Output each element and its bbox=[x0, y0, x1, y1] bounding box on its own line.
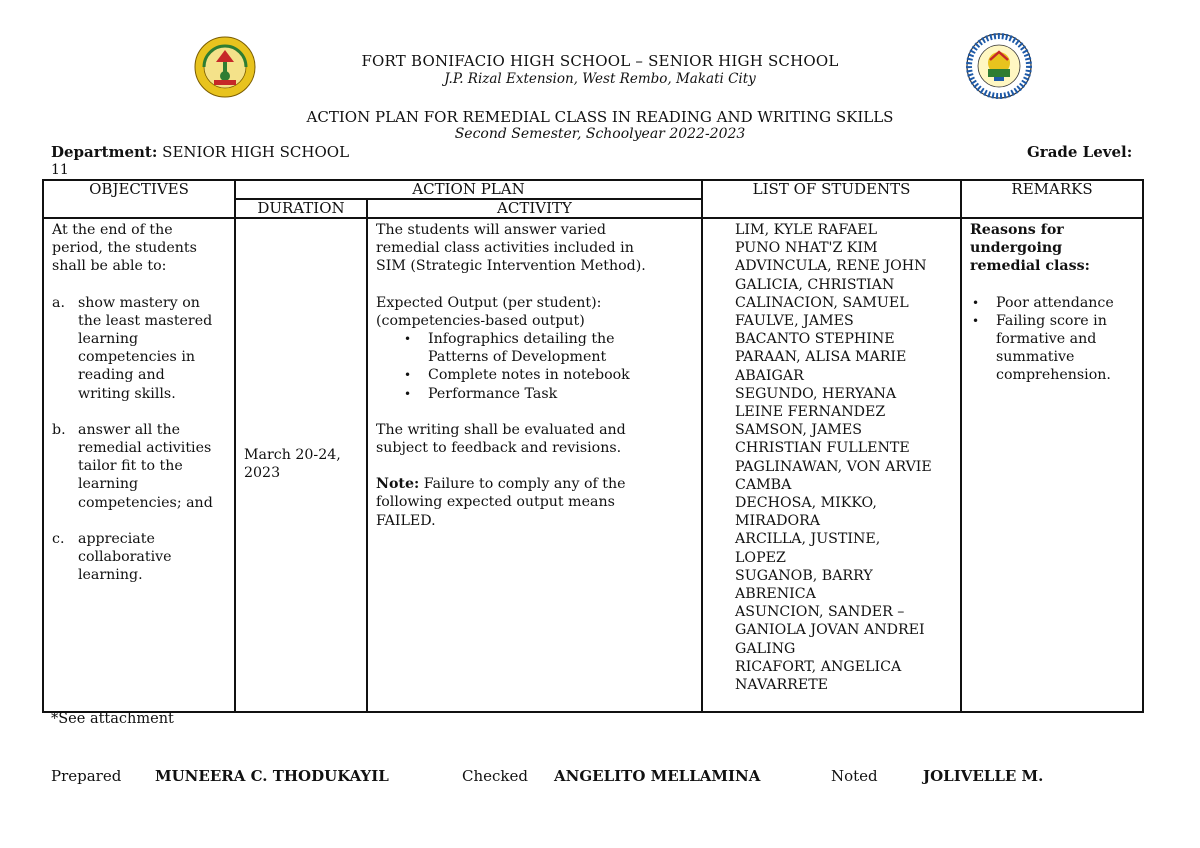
student-name: FAULVE, JAMES bbox=[735, 313, 854, 330]
output-item: • Complete notes in notebook bbox=[428, 366, 693, 384]
remarks-header: REMARKS bbox=[961, 180, 1143, 218]
grade-level-label: Grade Level: bbox=[1027, 143, 1133, 161]
student-name: GANIOLA JOVAN ANDREI bbox=[735, 622, 925, 639]
prepared-name: MUNEERA C. THODUKAYIL bbox=[155, 767, 389, 785]
action-plan-table bbox=[42, 179, 1144, 713]
student-name: ABRENICA bbox=[735, 586, 816, 603]
semester-subtitle: Second Semester, Schoolyear 2022-2023 bbox=[454, 126, 746, 142]
action-plan-header: ACTION PLAN bbox=[235, 180, 702, 199]
student-name: BACANTO STEPHINE bbox=[735, 331, 895, 348]
grade-level-value: 11 bbox=[51, 162, 69, 178]
note-text: Note: Failure to comply any of the following expected output means FAILED. bbox=[376, 476, 626, 529]
students-cell bbox=[702, 218, 961, 712]
objective-item: a. show mastery on the least mastered learning competencies in reading and writing skills. bbox=[52, 294, 213, 402]
remarks-cell bbox=[961, 218, 1143, 712]
objectives-header: OBJECTIVES bbox=[43, 180, 235, 218]
department-line bbox=[51, 143, 349, 161]
student-name: SEGUNDO, HERYANA bbox=[735, 385, 897, 402]
student-name: ADVINCULA, RENE JOHN bbox=[735, 258, 927, 275]
student-name: ARCILLA, JUSTINE, bbox=[735, 531, 881, 548]
activity-cell bbox=[367, 218, 702, 712]
student-name: LIM, KYLE RAFAEL bbox=[735, 222, 878, 238]
student-name: GALICIA, CHRISTIAN bbox=[735, 276, 895, 293]
document-title: ACTION PLAN FOR REMEDIAL CLASS IN READING AND WRITING SKILLS bbox=[306, 108, 894, 126]
school-address: J.P. Rizal Extension, West Rembo, Makati City bbox=[444, 71, 756, 87]
student-name: DECHOSA, MIKKO, bbox=[735, 495, 877, 512]
duration-cell: March 20-24, 2023 bbox=[235, 218, 367, 712]
student-name: CALINACION, SAMUEL bbox=[735, 294, 909, 311]
student-name: RICAFORT, ANGELICA bbox=[735, 658, 902, 675]
evaluation-text: The writing shall be evaluated and subject to feedback and revisions. bbox=[376, 421, 626, 457]
students-header: LIST OF STUDENTS bbox=[702, 180, 961, 218]
student-name: CAMBA bbox=[735, 476, 792, 493]
remark-item: • Failing score in formative and summative comprehension. bbox=[996, 312, 1134, 385]
attachment-note: *See attachment bbox=[51, 711, 174, 727]
duration-header: DURATION bbox=[235, 199, 367, 218]
output-item: • Performance Task bbox=[428, 385, 693, 403]
student-name: GALING bbox=[735, 640, 796, 657]
noted-label: Noted bbox=[831, 767, 878, 785]
output-item: • Infographics detailing the Patterns of Development bbox=[428, 330, 693, 366]
student-name: NAVARRETE bbox=[735, 677, 829, 694]
student-name: LOPEZ bbox=[735, 549, 786, 566]
prepared-label: Prepared bbox=[51, 767, 122, 785]
noted-name: JOLIVELLE M. bbox=[923, 767, 1044, 785]
student-name: ABAIGAR bbox=[735, 367, 804, 384]
checked-name: ANGELITO MELLAMINA bbox=[554, 767, 761, 785]
student-list bbox=[703, 219, 960, 702]
activity-intro: The students will answer varied remedial class activities included in SIM (Strategic Intervention Method). bbox=[376, 222, 646, 275]
department-label: Department: bbox=[51, 143, 158, 161]
student-name: CHRISTIAN FULLENTE bbox=[735, 440, 910, 457]
objectives-intro: At the end of the period, the students shall be able to: bbox=[52, 222, 197, 275]
student-name: PARAAN, ALISA MARIE bbox=[735, 349, 907, 366]
objective-item: b. answer all the remedial activities tailor fit to the learning competencies; and bbox=[52, 421, 213, 511]
department-value: SENIOR HIGH SCHOOL bbox=[162, 143, 350, 161]
expected-output: Expected Output (per student): (competencies-based output) bbox=[376, 294, 602, 329]
student-name: SAMSON, JAMES bbox=[735, 422, 862, 439]
remarks-heading: Reasons for undergoing remedial class: bbox=[970, 222, 1090, 275]
student-name: MIRADORA bbox=[735, 513, 821, 530]
student-name: PUNO NHAT'Z KIM bbox=[735, 240, 878, 257]
objectives-cell bbox=[43, 218, 235, 712]
student-name: LEINE FERNANDEZ bbox=[735, 404, 886, 421]
expected-output-list bbox=[376, 330, 693, 403]
activity-header: ACTIVITY bbox=[367, 199, 702, 218]
remark-item: • Poor attendance bbox=[996, 294, 1134, 312]
remarks-list bbox=[970, 294, 1134, 385]
student-name: SUGANOB, BARRY bbox=[735, 567, 873, 584]
student-name: PAGLINAWAN, VON ARVIE bbox=[735, 458, 932, 475]
objective-item: c. appreciate collaborative learning. bbox=[52, 530, 172, 584]
school-name: FORT BONIFACIO HIGH SCHOOL – SENIOR HIGH SCHOOL bbox=[361, 52, 839, 70]
checked-label: Checked bbox=[462, 767, 528, 785]
student-name: ASUNCION, SANDER – bbox=[735, 604, 905, 621]
